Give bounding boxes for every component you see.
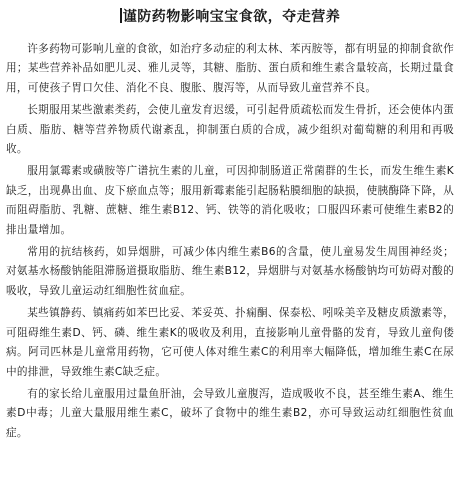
page-title: [6, 8, 454, 26]
paragraph-3: 服用氯霉素或磺胺等广谱抗生素的儿童，可因抑制肠道正常菌群的生长，而发生维生素K缺乏，出现鼻出血、皮下瘀血点等；服用新霉素能引起肠粘膜细胞的缺损，使胰酶降下降，从而阻碍脂肪、乳糖、蔗糖、维生素B12、钙、铁等的消化吸收；口服四环素可使维生素B2的排出量增加。: [6, 165, 454, 236]
paragraph-6: 有的家长给儿童服用过量鱼肝油，会导致儿童腹泻，造成吸收不良，甚至维生素A、维生素D中毒；儿童大量服用维生素C，破坏了食物中的维生素B2，亦可导致运动红细胞性贫血症。: [6, 387, 454, 439]
page-title-text: 谨防药物影响宝宝食欲，夺走营养: [122, 9, 341, 25]
paragraph-4: 常用的抗结核药，如异烟肼，可减少体内维生素B6的含量，使儿童易发生周围神经炎；对氨基水杨酸钠能阻滞肠道摄取脂肪、维生素B12，异烟肼与对氨基水杨酸钠均可妨碍对酸的吸收，导致儿童运动红细胞性贫血症。: [6, 246, 454, 297]
paragraph-5: 某些镇静药、镇痛药如苯巴比妥、苯妥英、扑痫酮、保泰松、吲哚美辛及糖皮质激素等，可阻碍维生素D、钙、磷、维生素K的吸收及利用，直接影响儿童骨骼的发育，导致儿童佝偻病。阿司匹林是儿童常用药物，它可使人体对维生素C的利用率大幅降低，增加维生素C在尿中的排泄，导致维生素C缺乏症。: [6, 307, 454, 378]
paragraph-2: 长期服用某些激素类药，会使儿童发育迟缓，可引起骨质疏松而发生骨折，还会使体内蛋白质、脂肪、糖等营养物质代谢紊乱，抑制蛋白质的合成，减少组织对葡萄糖的利用和再吸收。: [6, 104, 454, 156]
paragraph-1: 许多药物可影响儿童的食欲，如治疗多动症的利太林、苯丙胺等，都有明显的抑制食欲作用；某些营养补品如肥儿灵、雅儿灵等，其糖、脂肪、蛋白质和维生素含量较高，长期过量食用，可使孩子胃口欠佳、消化不良、腹胀、腹泻等，从而导致儿童营养不良。: [6, 43, 454, 94]
text-cursor: [120, 8, 122, 23]
